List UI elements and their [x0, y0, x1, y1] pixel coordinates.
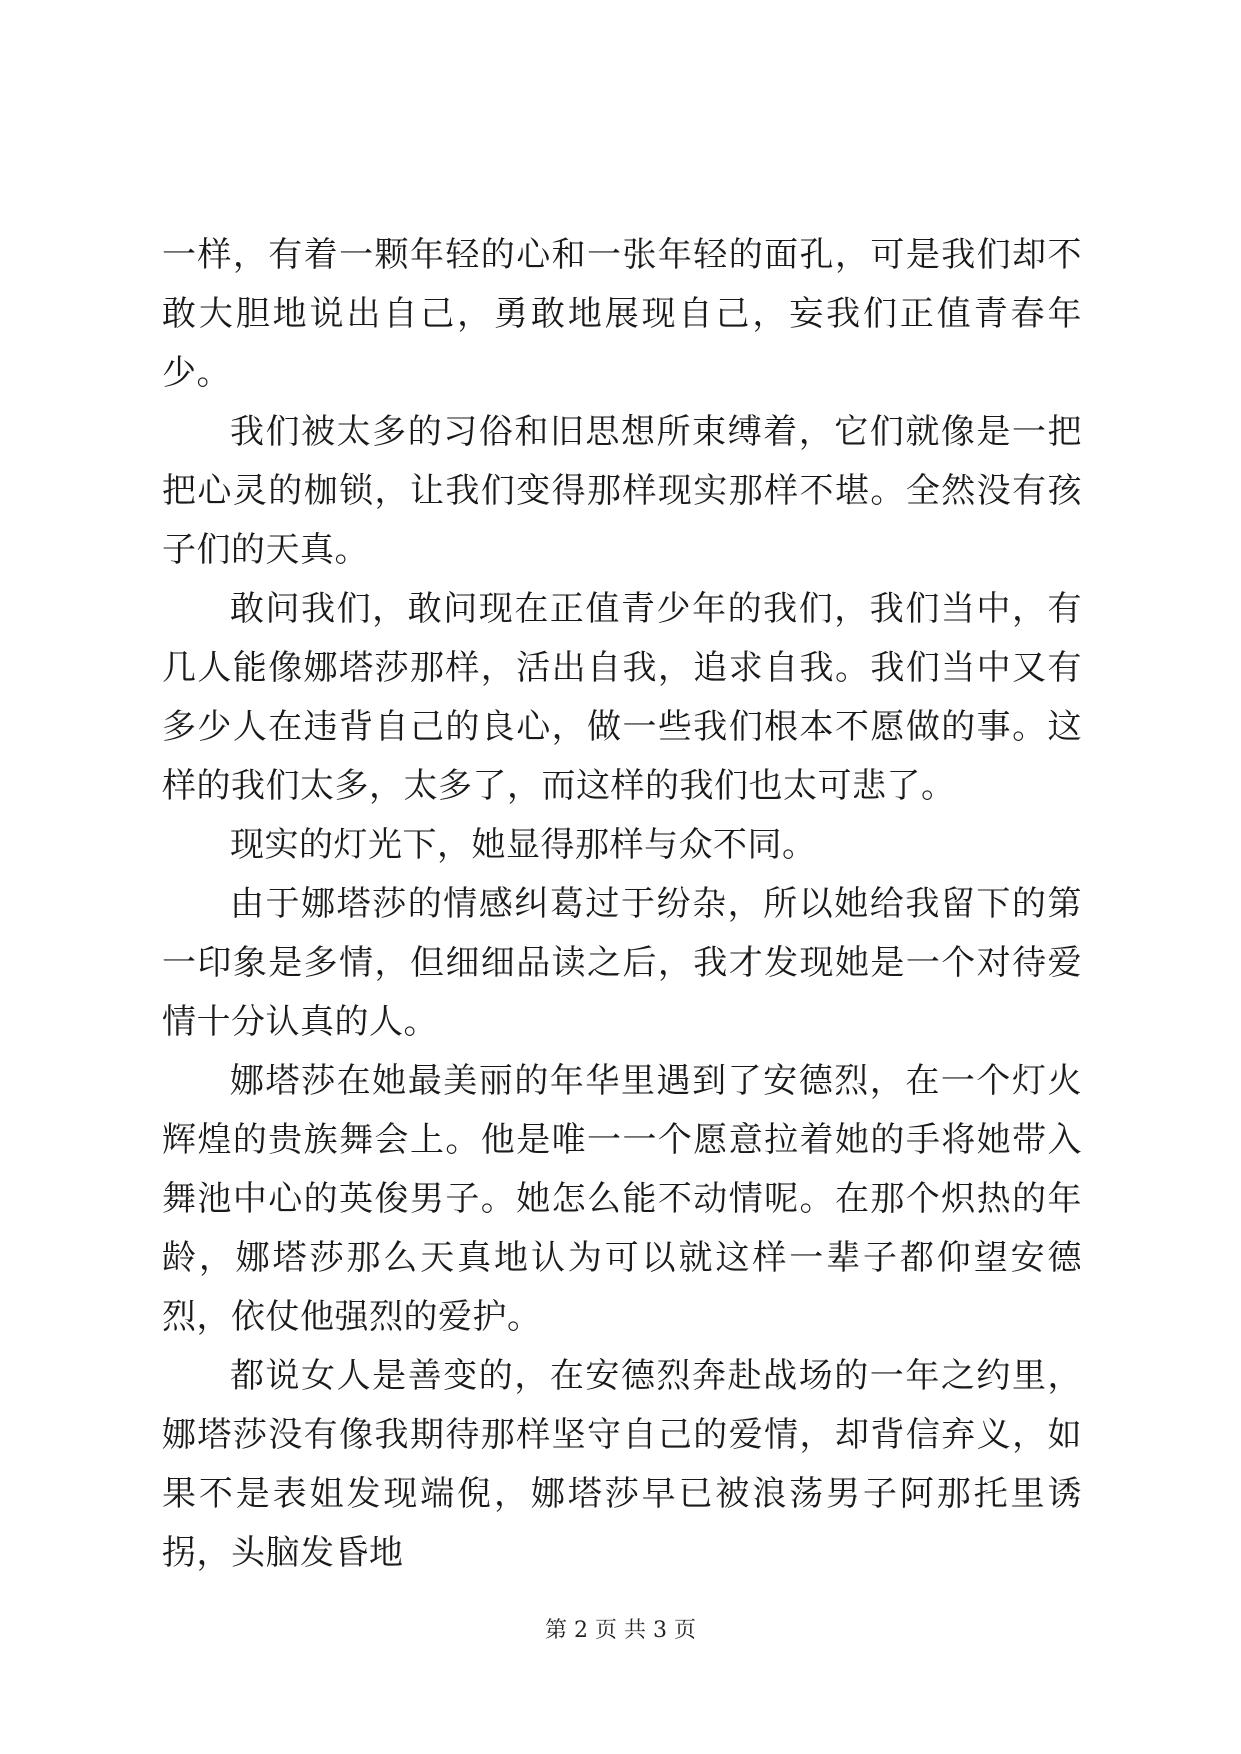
paragraph-6: 娜塔莎在她最美丽的年华里遇到了安德烈，在一个灯火辉煌的贵族舞会上。他是唯一一个愿意拉着她的手将她带入舞池中心的英俊男子。她怎么能不动情呢。在那个炽热的年龄，娜塔莎那么天真地认为可以就这样一辈子都仰望安德烈，依仗他强烈的爱护。	[162, 1061, 1082, 1337]
paragraph-2: 我们被太多的习俗和旧思想所束缚着，它们就像是一把把心灵的枷锁，让我们变得那样现实那样不堪。全然没有孩子们的天真。	[162, 412, 1082, 570]
paragraph-1: 一样，有着一颗年轻的心和一张年轻的面孔，可是我们却不敢大胆地说出自己，勇敢地展现自己，妄我们正值青春年少。	[162, 235, 1082, 393]
page-number-footer: 第 2 页 共 3 页	[545, 1618, 696, 1643]
paragraph-7: 都说女人是善变的，在安德烈奔赴战场的一年之约里，娜塔莎没有像我期待那样坚守自己的爱情，却背信弃义，如果不是表姐发现端倪，娜塔莎早已被浪荡男子阿那托里诱拐，头脑发昏地	[162, 1356, 1082, 1573]
paragraph-4: 现实的灯光下，她显得那样与众不同。	[230, 825, 817, 865]
paragraph-3: 敢问我们，敢问现在正值青少年的我们，我们当中，有几人能像娜塔莎那样，活出自我，追求自我。我们当中又有多少人在违背自己的良心，做一些我们根本不愿做的事。这样的我们太多，太多了，而这样的我们也太可悲了。	[162, 589, 1082, 806]
document-body	[162, 226, 1082, 1583]
paragraph-5: 由于娜塔莎的情感纠葛过于纷杂，所以她给我留下的第一印象是多情，但细细品读之后，我才发现她是一个对待爱情十分认真的人。	[162, 884, 1082, 1042]
